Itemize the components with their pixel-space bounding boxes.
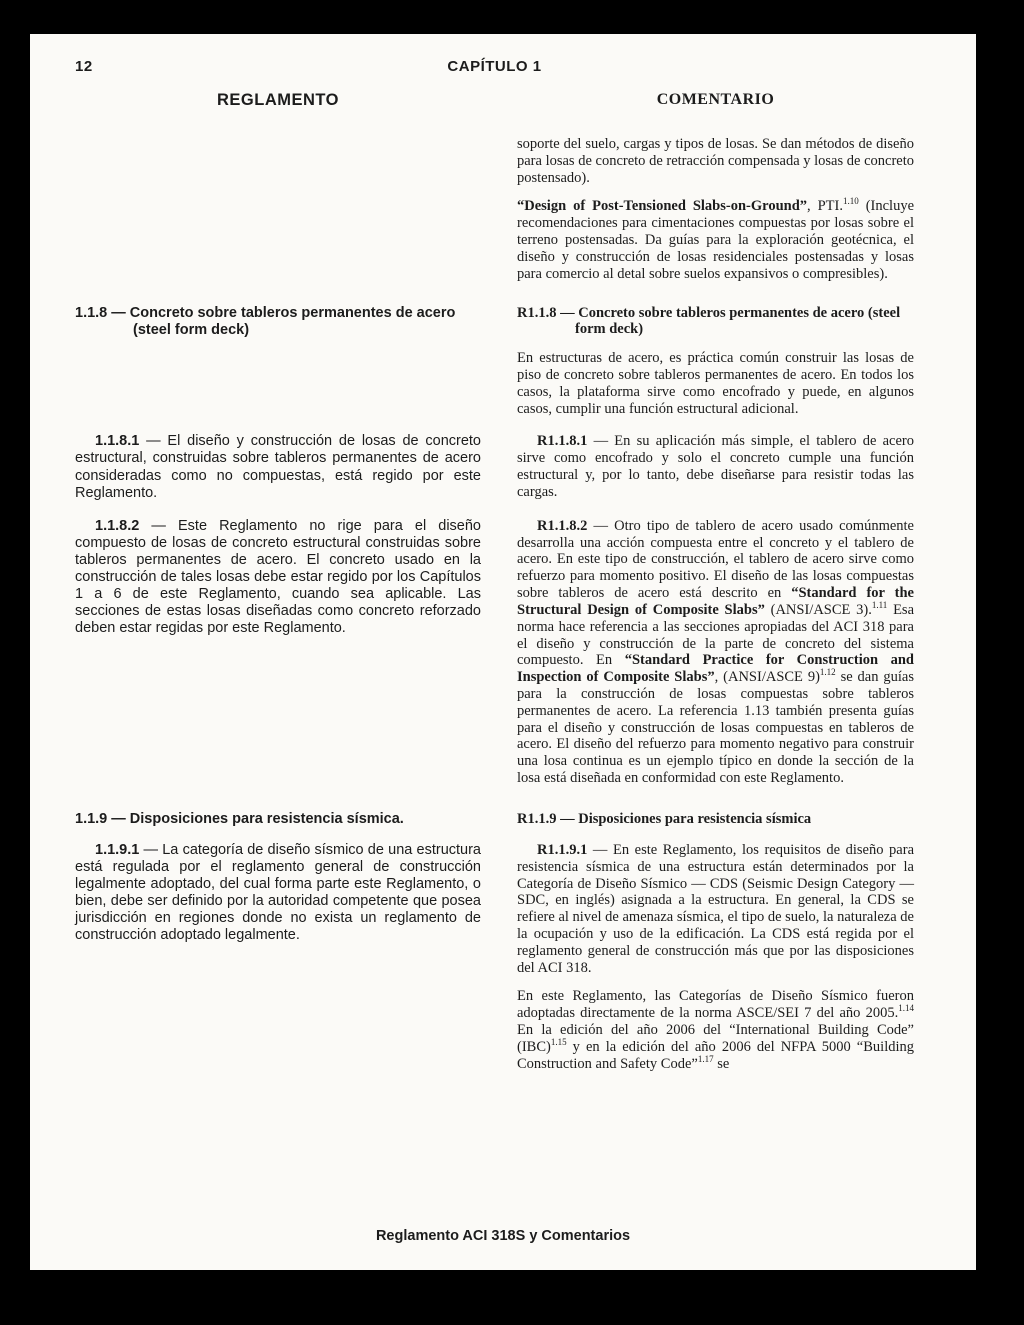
text-run: En este Reglamento, las Categorías de Diseño Sísmico fueron adoptadas directamente de la norma ASCE/SEI 7 del año 2005. [517,988,914,1022]
left-column-cell [75,811,481,828]
footnote-ref: 1.10 [842,196,859,207]
right-column-cell [517,518,914,787]
right-column-cell [517,305,914,418]
content-row [75,433,914,501]
column-headers [75,91,914,110]
text-run: “Standard Practice for Construction and Inspection of Composite Slabs” [517,652,914,686]
right-column-cell [517,433,914,500]
text-run: R1.1.8.2 [537,517,588,534]
paragraph [517,433,914,500]
paragraph [517,136,914,186]
text-run: Esa norma hace referencia a las secciones apropiadas del ACI 318 para el diseño y construcción de la parte de concreto del sistema compuesto. En [517,601,915,669]
page-number: 12 [75,58,93,75]
section-heading [517,811,914,828]
paragraph [75,433,481,501]
text-run: — La categoría de diseño sísmico de una estructura está regulada por el reglamento general de construcción legalmente adoptado, del cual forma parte este Reglamento, o bien, debe ser definido por la autoridad competente que posea jurisdicción en regiones donde no exista un reglamento de construcción adoptado legalmente. [75,841,481,944]
text-run: “Design of Post-Tensioned Slabs-on-Ground” [517,198,808,215]
left-column-cell [75,433,481,501]
left-column-cell [75,842,481,945]
section-heading [75,811,481,828]
content-row [75,136,914,283]
section-heading [517,305,914,339]
text-run: , (ANSI/ASCE 9) [714,669,820,686]
page-footer: Reglamento ACI 318S y Comentarios [375,1228,631,1244]
footnote-ref: 1.11 [871,600,888,611]
document-body [75,136,914,1072]
text-run: — Otro tipo de tablero de acero usado comúnmente desarrolla una acción compuesta entre el concreto y el tablero de acero. En este tipo de construcción, el tablero de acero sirve como refuerzo para momento positivo. El diseño de las losas compuestas sobre tableros de acero está descrito en [517,517,914,602]
text-run: se dan guías para la construcción de losas compuestas sobre tableros permanentes de acero. La referencia 1.13 también presenta guías para el diseño y construcción de losas compuestas en tableros de acero. El diseño del refuerzo para momento negativo para construir una losa continua es un ejemplo típico en donde la sección de la losa está diseñada en conformidad con este Reglamento. [517,669,915,786]
document-page [30,34,976,1270]
text-run: En la edición del año 2006 del “International Building Code” (IBC) [517,1022,914,1055]
text-run: — En su aplicación más simple, el tablero de acero sirve como encofrado y solo el concreto cumple una función estructural y, por lo tanto, debe diseñarse para resistir todas las cargas. [517,433,914,500]
text-run: En estructuras de acero, es práctica común construir las losas de piso de concreto sobre tableros permanentes de acero. En todos los casos, la plataforma sirve como encofrado y puede, en algunos casos, cumplir una función estructural adicional. [517,350,914,417]
text-run: R1.1.8.1 [537,433,588,450]
content-row [75,305,914,418]
text-run: , PTI. [807,198,843,215]
text-run: R1.1.8 — Concreto sobre tableros permanentes de acero (steel form deck) [517,304,901,338]
text-run: — El diseño y construcción de losas de concreto estructural, construidas sobre tableros permanentes de acero consideradas como no compuestas, está regido por este Reglamento. [75,433,481,501]
text-run: 1.1.8.1 [95,433,140,450]
paragraph [75,518,481,638]
text-run: — En este Reglamento, los requisitos de diseño para resistencia sísmica de una estructura están determinados por la Categoría de Diseño Sísmico — CDS (Seismic Design Category — SDC, en inglés) asignada a la estructura. En general, la CDS se refiere al nivel de amenaza sísmica, el tipo de suelo, la naturaleza de la ocupación y uso de la edificación. La CDS está regida por el reglamento general de construcción más que por las disposiciones del ACI 318. [517,841,914,976]
text-run: “Standard for the Structural Design of Composite Slabs” [517,585,914,618]
text-run: R1.1.9.1 [537,841,588,858]
right-column-cell [517,136,914,283]
chapter-title: CAPÍTULO 1 [447,58,542,75]
page-header [75,58,914,75]
footnote-ref: 1.15 [550,1037,567,1048]
text-run: 1.1.9.1 [95,841,140,858]
text-run: (ANSI/ASCE 3). [764,601,872,618]
footnote-ref: 1.14 [898,1003,914,1014]
text-run: se [713,1055,730,1072]
paragraph [517,350,914,417]
left-column-cell [75,305,481,339]
content-row [75,811,914,828]
paragraph [517,518,914,787]
footnote-ref: 1.12 [819,667,836,678]
section-heading [75,305,481,339]
content-row [75,842,914,1073]
paragraph [517,198,914,282]
left-column-header: REGLAMENTO [216,91,340,109]
paragraph [517,988,914,1072]
text-run: (Incluye recomendaciones para cimentaciones compuestas por losas sobre el terreno postensadas. Da guías para la exploración geotécnica, el diseño y construcción de losas residenciales postensadas y losas para comercio al detal sobre suelos expansivos o compresibles). [517,198,915,282]
paragraph [517,842,914,977]
right-column-header: COMENTARIO [656,91,775,108]
text-run: 1.1.8 — Concreto sobre tableros permanentes de acero (steel form deck) [75,304,456,338]
text-run: 1.1.9 — Disposiciones para resistencia sísmica. [75,810,404,827]
text-run: — Este Reglamento no rige para el diseño compuesto de losas de concreto estructural construidas sobre tableros permanentes de acero. El concreto usado en la construcción de tales losas debe estar regido por los Capítulos 1 a 6 de este Reglamento, cuando sea aplicable. Las secciones de estas losas diseñadas como concreto reforzado deben estar regidas por este Reglamento. [75,517,481,637]
text-run: 1.1.8.2 [95,517,140,534]
right-column-cell [517,842,914,1073]
content-row [75,518,914,787]
text-run: soporte del suelo, cargas y tipos de losas. Se dan métodos de diseño para losas de concreto de retracción compensada y losas de concreto postensado). [517,136,914,186]
paragraph [75,842,481,945]
text-run: y en la edición del año 2006 del NFPA 5000 “Building Construction and Safety Code” [517,1038,914,1072]
right-column-cell [517,811,914,828]
left-column-cell [75,518,481,638]
footnote-ref: 1.17 [697,1053,714,1064]
text-run: R1.1.9 — Disposiciones para resistencia sísmica [517,810,812,827]
